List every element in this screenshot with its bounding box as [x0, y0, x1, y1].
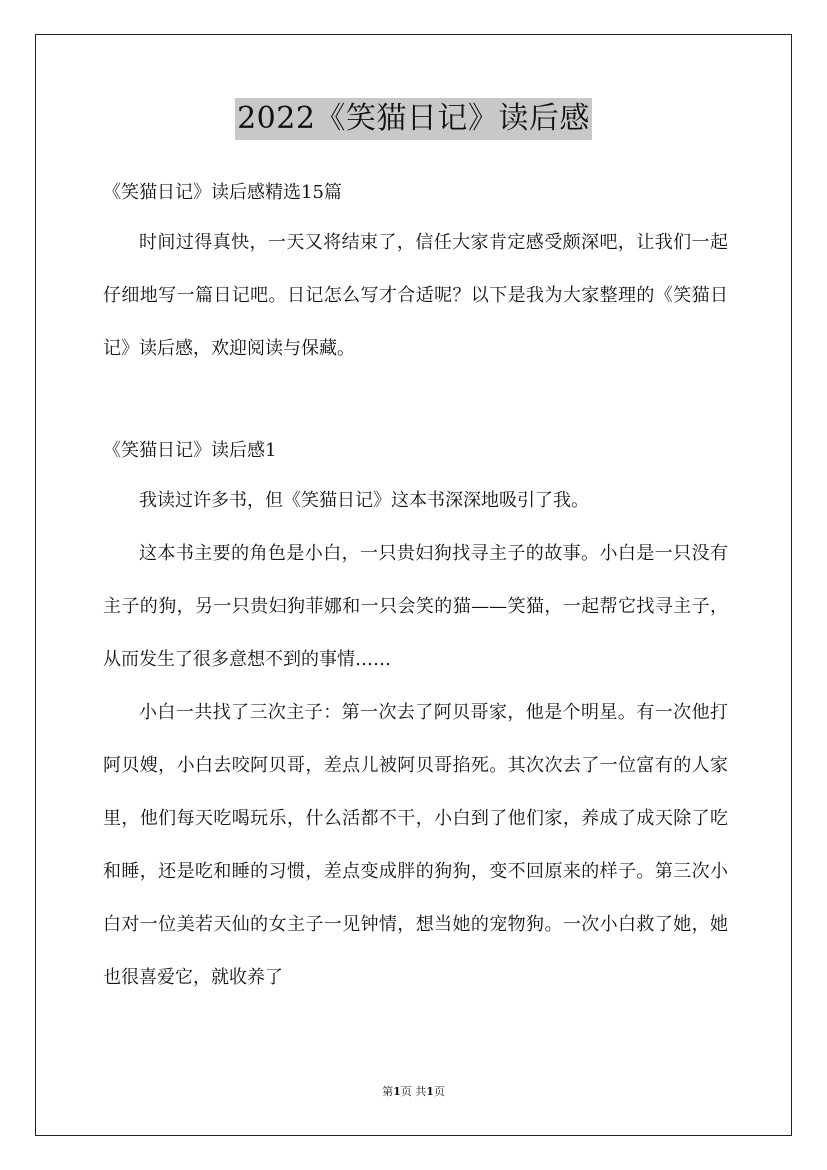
page-label-pre: 第 [382, 1085, 394, 1098]
document-title: 2022《笑猫日记》读后感 [235, 98, 592, 140]
paragraph-spacer [103, 375, 728, 428]
page-total: 1 [426, 1085, 434, 1098]
body-paragraph-3: 小白一共找了三次主子：第一次去了阿贝哥家，他是个明星。有一次他打阿贝嫂，小白去咬阿贝哥，差点儿被阿贝哥掐死。其次次去了一位富有的人家里，他们每天吃喝玩乐，什么活都不干，小白到了他们家，养成了成天除了吃和睡，还是吃和睡的习惯，差点变成胖的狗狗，变不回原来的样子。第三次小白对一位美若天仙的女主子一见钟情，想当她的宠物狗。一次小白救了她，她也很喜爱它，就收养了 [103, 702, 728, 988]
document-body [103, 170, 728, 1004]
document-subtitle: 《笑猫日记》读后感精选15篇 [103, 182, 342, 203]
page-footer [0, 1083, 827, 1101]
body-paragraph-2: 这本书主要的角色是小白，一只贵妇狗找寻主子的故事。小白是一只没有主子的狗，另一只贵妇狗菲娜和一只会笑的猫——笑猫，一起帮它找寻主子，从而发生了很多意想不到的事情…… [103, 543, 728, 670]
title-area [0, 98, 827, 140]
page-label-post: 页 [433, 1085, 445, 1098]
section-heading: 《笑猫日记》读后感1 [103, 440, 277, 461]
page-current: 1 [393, 1085, 401, 1098]
page-label-mid: 页 共 [400, 1085, 427, 1098]
intro-paragraph: 时间过得真快，一天又将结束了，信任大家肯定感受颇深吧，让我们一起仔细地写一篇日记吧。日记怎么写才合适呢？以下是我为大家整理的《笑猫日记》读后感，欢迎阅读与保藏。 [103, 232, 728, 359]
body-paragraph-1: 我读过许多书，但《笑猫日记》这本书深深地吸引了我。 [139, 490, 589, 511]
